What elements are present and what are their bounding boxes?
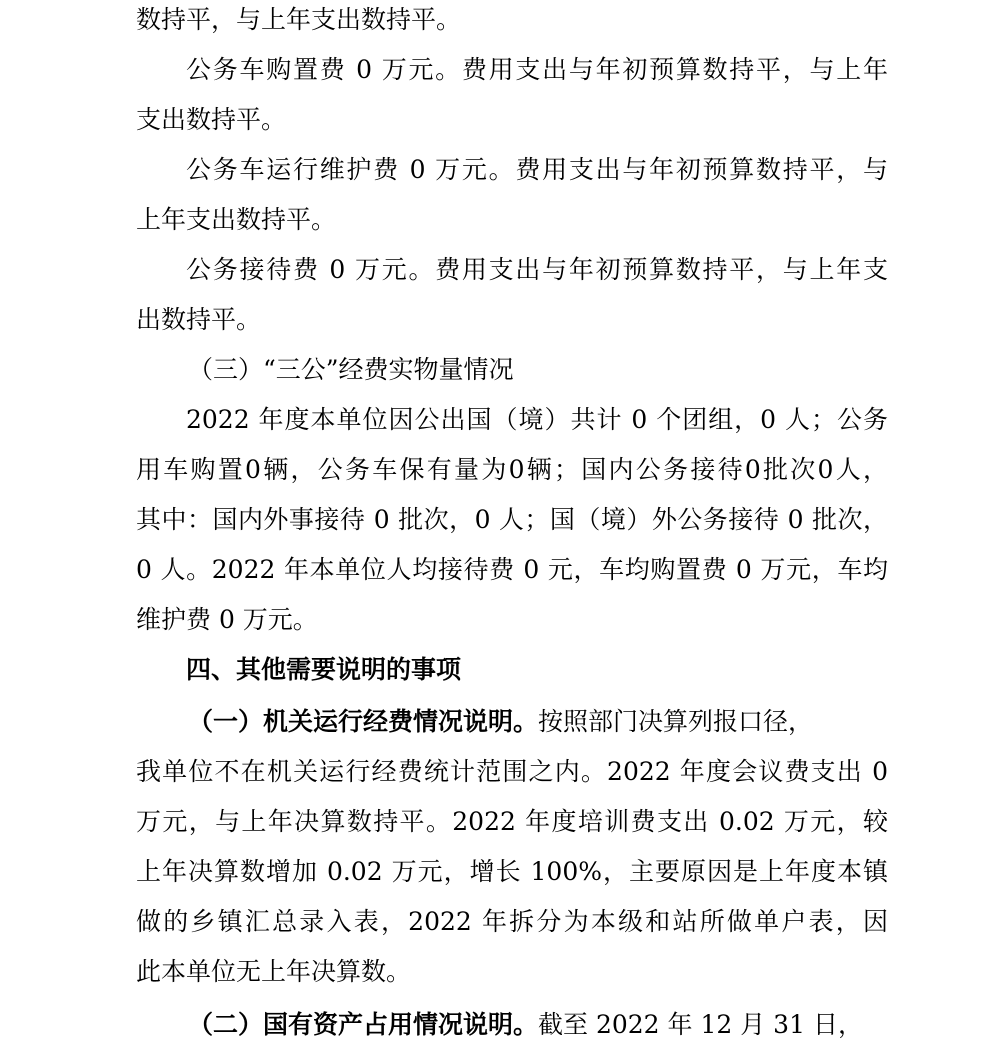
text-line-5: 上年支出数持平。 — [136, 205, 337, 234]
paragraph-lead-1 — [188, 697, 888, 747]
text-line-7: 出数持平。 — [136, 305, 262, 334]
text-line-6: 公务接待费 0 万元。费用支出与年初预算数持平，与上年支 — [186, 255, 888, 284]
text-line-1: 数持平，与上年支出数持平。 — [136, 5, 462, 34]
text-line-13: 维护费 0 万元。 — [136, 605, 318, 634]
text-line-16: 我单位不在机关运行经费统计范围之内。2022 年度会议费支出 0 — [136, 757, 888, 786]
section-heading: 四、其他需要说明的事项 — [186, 655, 462, 684]
text-line-17: 万元，与上年决算数持平。2022 年度培训费支出 0.02 万元，较 — [136, 807, 888, 836]
text-line-4: 公务车运行维护费 0 万元。费用支出与年初预算数持平，与 — [186, 155, 888, 184]
text-line-2: 公务车购置费 0 万元。费用支出与年初预算数持平，与上年 — [186, 55, 888, 84]
paragraph-title-2: （二）国有资产占用情况说明。 — [188, 1010, 539, 1039]
text-line-10: 用车购置0辆，公务车保有量为0辆；国内公务接待0批次0人， — [136, 455, 888, 484]
paragraph-text-1: 按照部门决算列报口径， — [538, 707, 814, 736]
text-line-12: 0 人。2022 年本单位人均接待费 0 元，车均购置费 0 万元，车均 — [136, 555, 888, 584]
text-line-19: 做的乡镇汇总录入表，2022 年拆分为本级和站所做单户表，因 — [136, 907, 888, 936]
paragraph-text-2: 截至 2022 年 12 月 31 日， — [538, 1010, 863, 1039]
text-line-11: 其中：国内外事接待 0 批次，0 人；国（境）外公务接待 0 批次， — [136, 505, 888, 534]
section-subheading: （三）“三公”经费实物量情况 — [188, 355, 514, 384]
text-line-3: 支出数持平。 — [136, 105, 287, 134]
paragraph-title-1: （一）机关运行经费情况说明。 — [188, 707, 539, 736]
text-line-9: 2022 年度本单位因公出国（境）共计 0 个团组，0 人；公务 — [186, 405, 888, 434]
text-line-20: 此本单位无上年决算数。 — [136, 957, 412, 986]
text-line-18: 上年决算数增加 0.02 万元，增长 100%，主要原因是上年度本镇 — [136, 857, 888, 886]
